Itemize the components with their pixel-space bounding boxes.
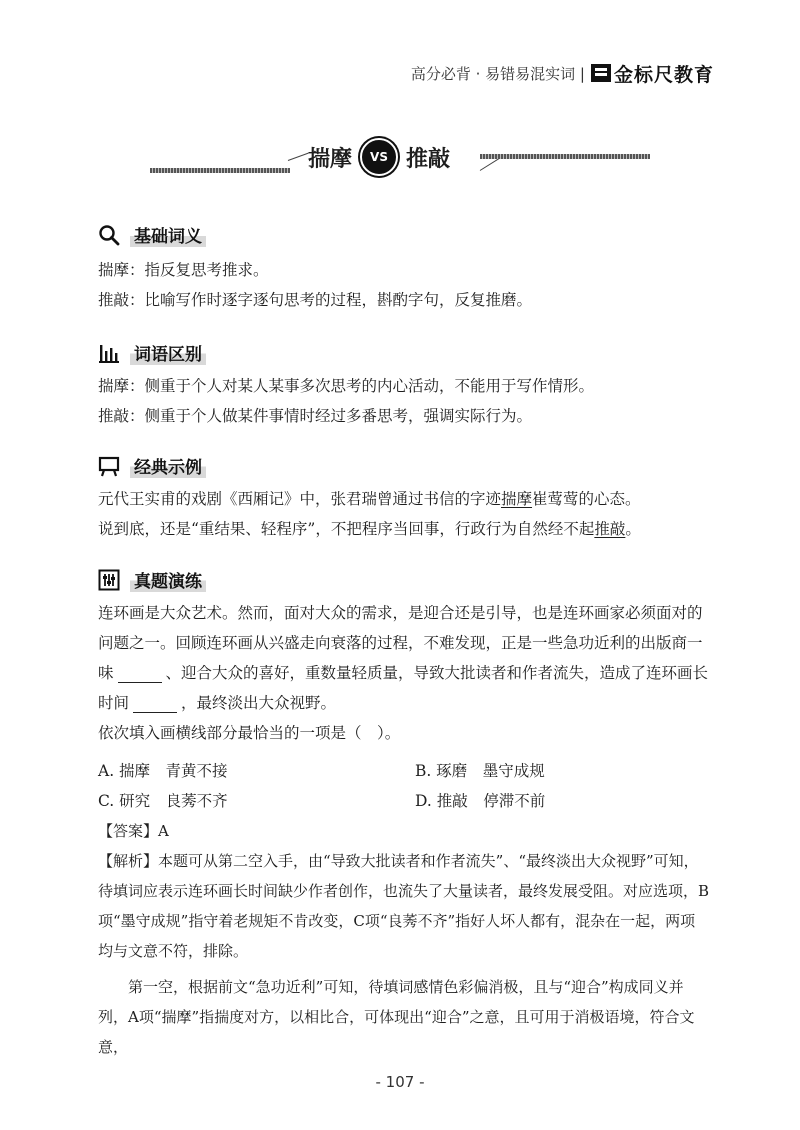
fill-blank-2 <box>133 696 177 713</box>
example-term: 推敲 <box>594 520 626 538</box>
title-decor-slant-right <box>480 158 499 171</box>
section-heading-practice <box>98 567 206 592</box>
series-title: 高分必背 · 易错易混实词 | <box>410 64 585 83</box>
analysis-paragraph-2: 第一空，根据前文“急功近利”可知，待填词感情色彩偏消极，且与“迎合”构成同义并列，A项“揣摩”指揣度对方，以相比合，可体现出“迎合”之意，且可用于消极语境，符合文意， <box>98 978 695 1056</box>
section-heading-diff <box>98 340 206 365</box>
passage-part: 、迎合大众的喜好，重数量轻质量，导致大批读者和作者流失，造成了连环画长时间 <box>98 664 709 712</box>
definition-line: 推敲：比喻写作时逐字逐句思考的过程，斟酌字句，反复推磨。 <box>98 291 533 309</box>
page-number: - 107 - <box>375 1073 425 1091</box>
answer-options <box>98 756 658 816</box>
classic-examples <box>98 484 710 544</box>
definition-line: 揣摩：指反复思考推求。 <box>98 261 269 279</box>
sliders-icon <box>98 569 120 591</box>
brand-icon <box>591 64 611 82</box>
practice-passage <box>98 598 710 748</box>
basic-definitions <box>98 255 710 315</box>
answer-line: 【答案】A <box>98 822 169 840</box>
passage-part: ，最终淡出大众视野。 <box>181 694 337 712</box>
page-title <box>308 138 450 176</box>
example-text: 说到底，还是“重结果、轻程序”，不把程序当回事，行政行为自然经不起 <box>98 520 595 538</box>
easel-board-icon <box>98 455 120 477</box>
option-c: C. 研究 良莠不齐 <box>98 792 228 810</box>
bar-chart-icon <box>98 342 120 364</box>
example-line-1 <box>98 484 710 514</box>
difference-line: 揣摩：侧重于个人对某人某事多次思考的内心活动，不能用于写作情形。 <box>98 377 595 395</box>
brand-logo <box>591 60 714 87</box>
example-term: 揣摩 <box>501 490 533 508</box>
example-text: 崔莺莺的心态。 <box>532 490 641 508</box>
section-title: 基础词义 <box>130 222 206 247</box>
section-title: 经典示例 <box>130 453 206 478</box>
example-text: 。 <box>625 520 641 538</box>
section-title: 词语区别 <box>130 340 206 365</box>
title-banner <box>150 130 650 190</box>
brand-name: 金标尺教育 <box>613 63 714 86</box>
option-a: A. 揣摩 青黄不接 <box>98 762 228 780</box>
title-decor-slant-left <box>288 153 309 161</box>
answer-analysis <box>98 816 710 1062</box>
example-text: 元代王实甫的戏剧《西厢记》中，张君瑞曾通过书信的字迹 <box>98 490 502 508</box>
example-line-2 <box>98 514 710 544</box>
difference-line: 推敲：侧重于个人做某件事情时经过多番思考，强调实际行为。 <box>98 407 533 425</box>
vs-badge: VS <box>360 138 398 176</box>
question-prompt: 依次填入画横线部分最恰当的一项是（ ）。 <box>98 724 401 742</box>
option-d: D. 推敲 停滞不前 <box>415 792 546 810</box>
title-decor-left <box>150 168 290 173</box>
option-b: B. 琢磨 墨守成规 <box>415 762 545 780</box>
analysis-paragraph-1: 【解析】本题可从第二空入手，由“导致大批读者和作者流失”、“最终淡出大众视野”可知，待填词应表示连环画长时间缺少作者创作，也流失了大量读者，最终发展受阻。对应选项，B项“墨守成规”指守着老规矩不肯改变，C项“良莠不齐”指好人坏人都有，混杂在一起，两项均与文意不符，排除。 <box>98 852 710 960</box>
passage-text <box>98 598 710 718</box>
magnifier-icon <box>98 224 120 246</box>
title-left-word: 揣摩 <box>308 145 353 172</box>
word-differences <box>98 371 710 431</box>
fill-blank-1 <box>118 666 162 683</box>
passage-part: 连环画是大众艺术。然而，面对大众的需求，是迎合还是引导，也是连环画家必须面对的问题之一。回顾连环画从兴盛走向衰落的过程，不难发现，正是一些急功近利的出版商一味 <box>98 604 703 682</box>
section-title: 真题演练 <box>130 567 206 592</box>
running-header <box>411 58 714 88</box>
title-decor-right <box>480 154 650 159</box>
section-heading-basic <box>98 222 206 247</box>
title-right-word: 推敲 <box>406 145 451 172</box>
section-heading-examples <box>98 453 206 478</box>
